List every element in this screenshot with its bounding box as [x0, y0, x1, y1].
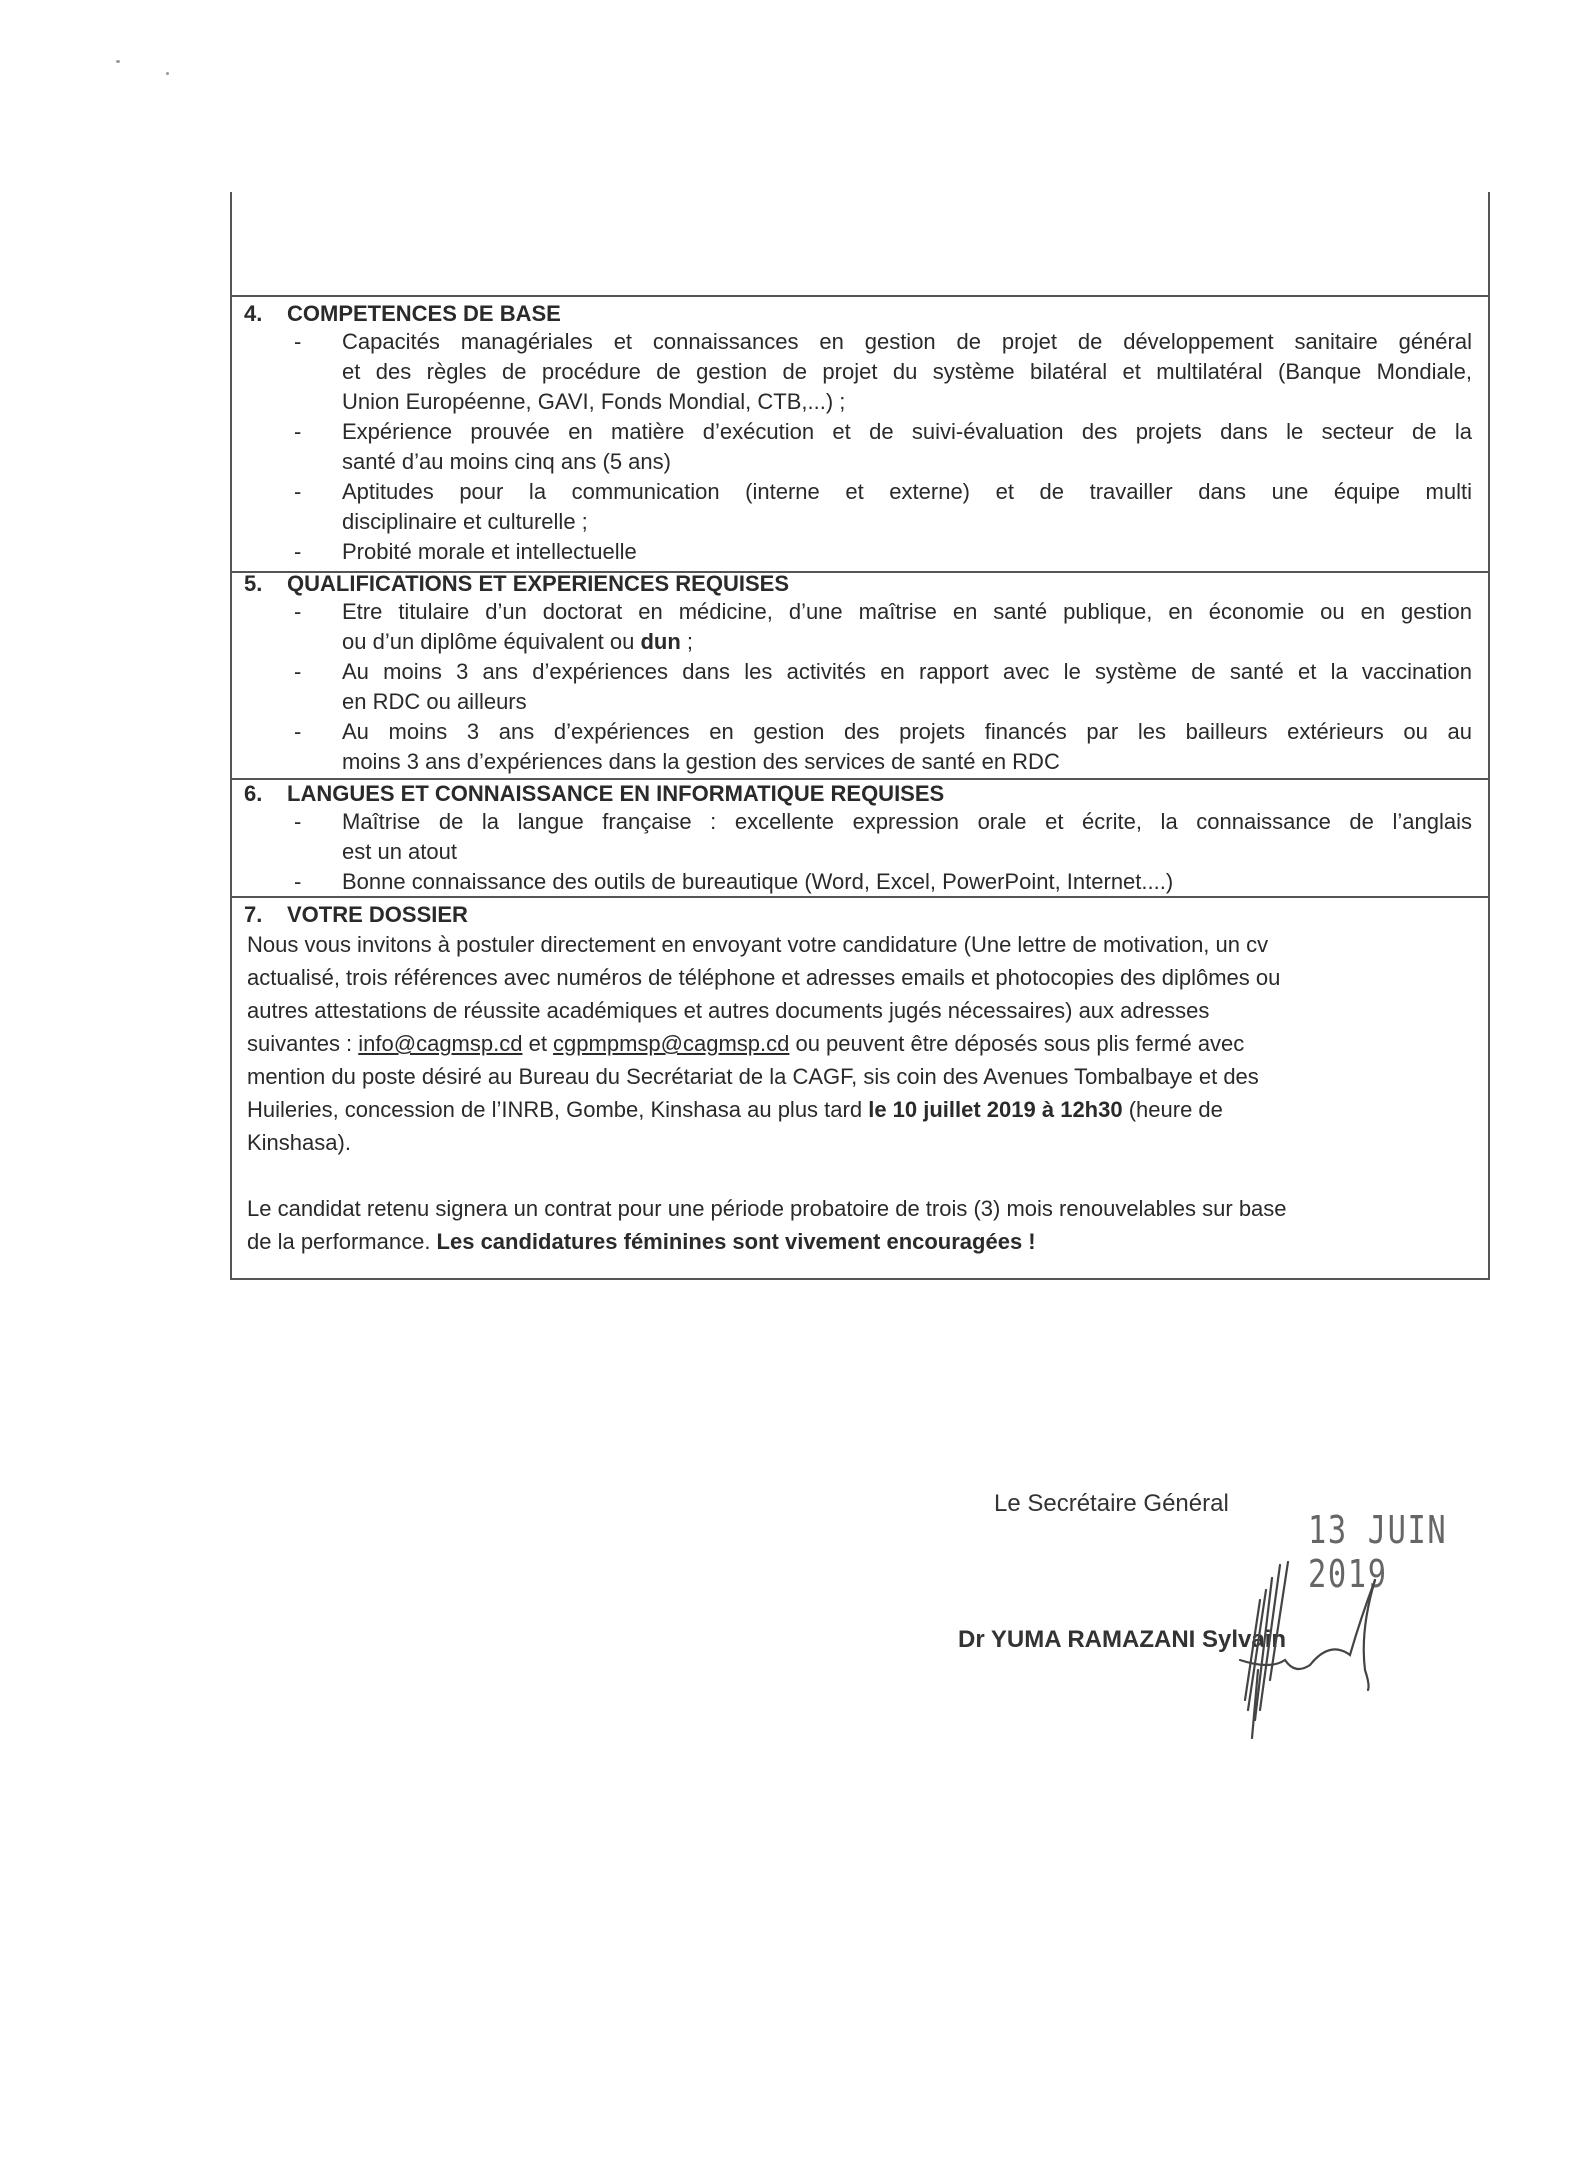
text-segment: ou peuvent être déposés sous plis fermé avec — [789, 1031, 1245, 1056]
text-segment: Aptitudes pour la communication (interne et externe) et de travailler dans une équipe multi — [342, 479, 1472, 504]
bullet-item — [232, 657, 1482, 717]
divider — [230, 778, 1488, 780]
section-langues — [232, 781, 1482, 897]
text-segment: (heure de — [1122, 1097, 1223, 1122]
text-line — [342, 327, 1472, 357]
text-segment: Expérience prouvée en matière d’exécution et de suivi-évaluation des projets dans le secteur de la — [342, 419, 1472, 444]
bullet-item — [232, 597, 1482, 657]
text-segment: actualisé, trois références avec numéros de téléphone et adresses emails et photocopies des diplômes ou — [247, 965, 1281, 990]
text-segment: disciplinaire et culturelle ; — [342, 509, 588, 534]
text-segment: Kinshasa). — [247, 1130, 351, 1155]
text-line — [247, 994, 1482, 1027]
text-line — [342, 627, 1472, 657]
text-line — [247, 1126, 1482, 1159]
section-header — [232, 781, 1482, 807]
bullet-dash-icon: - — [294, 329, 302, 354]
date-stamp: 13 JUIN 2019 — [1308, 1508, 1448, 1596]
text-line — [247, 1027, 1482, 1060]
bullet-dash-icon: - — [294, 419, 302, 444]
text-line — [247, 1093, 1482, 1126]
text-line — [342, 837, 1472, 867]
dossier-paragraph — [232, 928, 1482, 1159]
text-segment: et — [522, 1031, 554, 1056]
text-segment: Union Européenne, GAVI, Fonds Mondial, CTB,...) ; — [342, 389, 846, 414]
text-line — [247, 928, 1482, 961]
text-segment: moins 3 ans d’expériences dans la gestion des services de santé en RDC — [342, 749, 1060, 774]
signatory-title: Le Secrétaire Général — [994, 1490, 1229, 1517]
section-title: LANGUES ET CONNAISSANCE EN INFORMATIQUE REQUISES — [287, 781, 945, 806]
text-segment: Au moins 3 ans d’expériences en gestion des projets financés par les bailleurs extérieurs ou au — [342, 719, 1472, 744]
text-line — [247, 1192, 1482, 1225]
bullet-item — [232, 807, 1482, 867]
bullet-item — [232, 717, 1482, 777]
text-line — [342, 717, 1472, 747]
text-line — [342, 387, 1472, 417]
bullet-dash-icon: - — [294, 539, 302, 564]
text-segment: Huileries, concession de l’INRB, Gombe, Kinshasa au plus tard — [247, 1097, 869, 1122]
section-title: VOTRE DOSSIER — [287, 902, 468, 927]
section-dossier — [232, 902, 1482, 1258]
closing-paragraph — [232, 1192, 1482, 1258]
text-segment: Etre titulaire d’un doctorat en médicine, d’une maîtrise en santé publique, en économie ou en gestion — [342, 599, 1472, 624]
email-link[interactable]: info@cagmsp.cd — [358, 1031, 523, 1056]
text-segment: ou d’un diplôme équivalent ou — [342, 629, 641, 654]
email-link[interactable]: cgpmpmsp@cagmsp.cd — [553, 1031, 790, 1056]
signatory-name: Dr YUMA RAMAZANI Sylvain — [958, 1626, 1287, 1653]
text-segment: et des règles de procédure de gestion de projet du système bilatéral et multilatéral (Banque Mondiale, — [342, 359, 1472, 384]
bullet-dash-icon: - — [294, 719, 302, 744]
section-number: 4. — [244, 301, 263, 326]
text-segment: Capacités managériales et connaissances en gestion de projet de développement sanitaire général — [342, 329, 1472, 354]
bold-text: Les candidatures féminines sont vivement encouragées ! — [436, 1229, 1036, 1254]
text-line — [342, 477, 1472, 507]
text-line — [342, 357, 1472, 387]
text-line — [342, 417, 1472, 447]
bullet-item — [232, 327, 1482, 417]
text-line — [247, 1225, 1482, 1258]
text-line — [247, 1060, 1482, 1093]
bullet-item — [232, 867, 1482, 897]
bullet-item — [232, 477, 1482, 537]
text-line — [342, 537, 1472, 567]
bullet-dash-icon: - — [294, 869, 302, 894]
section-header — [232, 571, 1482, 597]
text-segment: Maîtrise de la langue française : excellente expression orale et écrite, la connaissance de l’anglais — [342, 809, 1472, 834]
bullet-dash-icon: - — [294, 659, 302, 684]
text-line — [342, 807, 1472, 837]
section-title: QUALIFICATIONS ET EXPERIENCES REQUISES — [287, 571, 789, 596]
bold-text: dun — [640, 629, 681, 654]
section-title: COMPETENCES DE BASE — [287, 301, 561, 326]
text-segment: Nous vous invitons à postuler directement en envoyant votre candidature (Une lettre de motivation, un cv — [247, 932, 1269, 957]
text-segment: Le candidat retenu signera un contrat pour une période probatoire de trois (3) mois renouvelables sur base — [247, 1196, 1287, 1221]
section-number: 7. — [244, 902, 263, 927]
text-line — [342, 747, 1472, 777]
bold-text: le 10 juillet 2019 à 12h30 — [868, 1097, 1123, 1122]
bullet-dash-icon: - — [294, 809, 302, 834]
text-segment: santé d’au moins cinq ans (5 ans) — [342, 449, 671, 474]
scan-speck — [166, 72, 169, 75]
text-line — [342, 447, 1472, 477]
section-number: 5. — [244, 571, 263, 596]
text-segment: Bonne connaissance des outils de bureautique (Word, Excel, PowerPoint, Internet....) — [342, 869, 1174, 894]
text-line — [247, 961, 1482, 994]
bullet-dash-icon: - — [294, 479, 302, 504]
text-line — [342, 597, 1472, 627]
text-segment: Au moins 3 ans d’expériences dans les activités en rapport avec le système de santé et la vaccination — [342, 659, 1472, 684]
bullet-item — [232, 537, 1482, 567]
bullet-dash-icon: - — [294, 599, 302, 624]
text-segment: en RDC ou ailleurs — [342, 689, 527, 714]
section-qualifications — [232, 571, 1482, 777]
text-segment: suivantes : — [247, 1031, 359, 1056]
text-segment: est un atout — [342, 839, 457, 864]
bullet-item — [232, 417, 1482, 477]
text-segment: ; — [680, 629, 694, 654]
text-line — [342, 687, 1472, 717]
text-line — [342, 657, 1472, 687]
section-header — [232, 301, 1482, 327]
text-line — [342, 867, 1472, 897]
text-segment: mention du poste désiré au Bureau du Secrétariat de la CAGF, sis coin des Avenues Tombalbaye et des — [247, 1064, 1259, 1089]
section-number: 6. — [244, 781, 263, 806]
text-segment: autres attestations de réussite académiques et autres documents jugés nécessaires) aux adresses — [247, 998, 1210, 1023]
text-segment: Probité morale et intellectuelle — [342, 539, 637, 564]
section-competences — [232, 301, 1482, 567]
text-segment: de la performance. — [247, 1229, 437, 1254]
scan-speck — [116, 60, 120, 63]
handwritten-signature — [1200, 1560, 1420, 1740]
divider — [230, 295, 1488, 297]
section-header — [232, 902, 1482, 928]
text-line — [342, 507, 1472, 537]
